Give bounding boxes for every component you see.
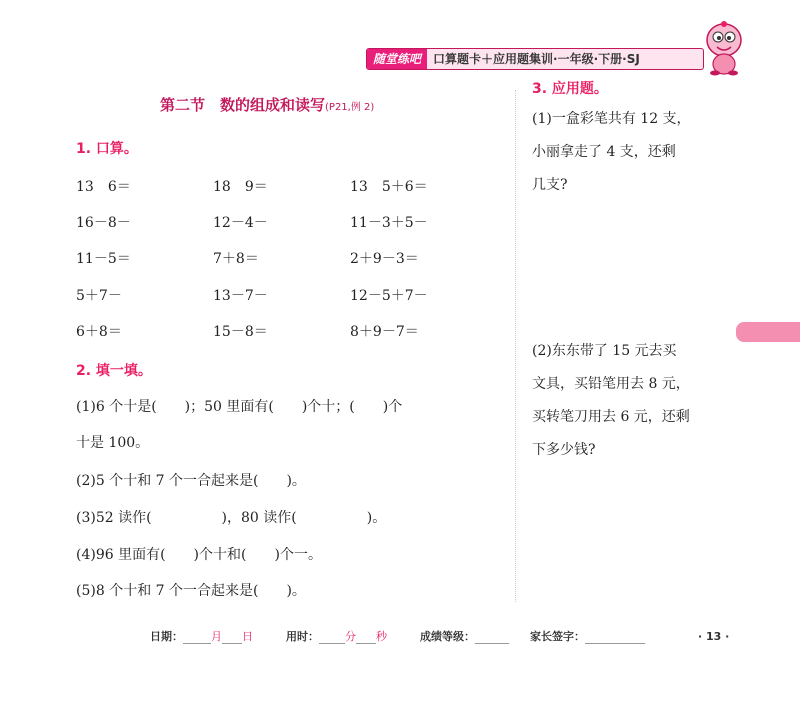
calc-item: 18 9＝ — [213, 179, 268, 195]
calc-item: 7＋8＝ — [213, 251, 259, 267]
minute-blank[interactable] — [319, 631, 345, 644]
second-blank[interactable] — [356, 631, 376, 644]
calc-item: 13－7－ — [213, 288, 268, 304]
header-banner — [366, 48, 704, 70]
cartoon-mascot-icon — [700, 18, 748, 76]
side-tab — [736, 322, 800, 342]
footer-sign — [530, 628, 645, 644]
calc-item: 12－4－ — [213, 215, 268, 231]
brand-label: 随堂练吧 — [367, 49, 427, 69]
column-divider — [515, 90, 516, 602]
second-label: 秒 — [376, 630, 387, 643]
calc-item: 2＋9－3＝ — [350, 251, 419, 267]
day-label: 日 — [242, 630, 253, 643]
fill-item: (3)52 读作( )，80 读作( )。 — [76, 510, 387, 526]
calc-item: 12－5＋7－ — [350, 288, 428, 304]
calc-item: 11－3＋5－ — [350, 215, 428, 231]
calc-item: 8＋9－7＝ — [350, 324, 419, 340]
grade-label: 成绩等级： — [420, 630, 475, 643]
calc-item: 5＋7－ — [76, 288, 122, 304]
calc-item: 13 5＋6＝ — [350, 179, 428, 195]
date-label: 日期： — [150, 630, 183, 643]
time-label: 用时： — [286, 630, 319, 643]
fill-item: (4)96 里面有( )个十和( )个一。 — [76, 547, 322, 563]
problem-line: 下多少钱? — [532, 442, 596, 458]
page-number: · 13 · — [698, 630, 730, 643]
footer-grade — [420, 628, 509, 644]
day-blank[interactable] — [222, 631, 242, 644]
fill-item: (2)5 个十和 7 个一合起来是( )。 — [76, 473, 306, 489]
problem-line: 文具，买铅笔用去 8 元， — [532, 376, 690, 392]
minute-label: 分 — [345, 630, 356, 643]
calc-item: 6＋8＝ — [76, 324, 122, 340]
q1-heading: 1. 口算。 — [76, 141, 138, 157]
problem-line: 几支? — [532, 177, 568, 193]
grade-blank[interactable] — [475, 631, 509, 644]
calc-item: 11－5＝ — [76, 251, 131, 267]
word-problem-2 — [532, 335, 690, 467]
calc-item: 15－8＝ — [213, 324, 268, 340]
section-title-text: 第二节 数的组成和读写 — [160, 96, 326, 114]
problem-line: 买转笔刀用去 6 元，还剩 — [532, 409, 690, 425]
fill-item: 十是 100。 — [76, 435, 150, 451]
banner-subtitle: 口算题卡＋应用题集训·一年级·下册·SJ — [433, 52, 640, 66]
sign-blank[interactable] — [585, 631, 645, 644]
footer-date — [150, 628, 253, 644]
word-problem-1 — [532, 103, 691, 202]
q2-heading: 2. 填一填。 — [76, 363, 152, 379]
problem-line: (1)一盒彩笔共有 12 支， — [532, 111, 691, 127]
problem-line: 小丽拿走了 4 支，还剩 — [532, 144, 676, 160]
q3-heading: 3. 应用题。 — [532, 81, 608, 97]
month-label: 月 — [211, 630, 222, 643]
section-ref: (P21,例 2) — [325, 102, 375, 113]
fill-item: (5)8 个十和 7 个一合起来是( )。 — [76, 583, 306, 599]
footer-time — [286, 628, 387, 644]
calc-item: 16－8－ — [76, 215, 131, 231]
problem-line: (2)东东带了 15 元去买 — [532, 343, 677, 359]
section-title — [160, 94, 374, 115]
fill-item: (1)6 个十是( )；50 里面有( )个十；( )个 — [76, 399, 403, 415]
date-blank[interactable] — [183, 631, 211, 644]
sign-label: 家长签字： — [530, 630, 585, 643]
calc-item: 13 6＝ — [76, 179, 131, 195]
